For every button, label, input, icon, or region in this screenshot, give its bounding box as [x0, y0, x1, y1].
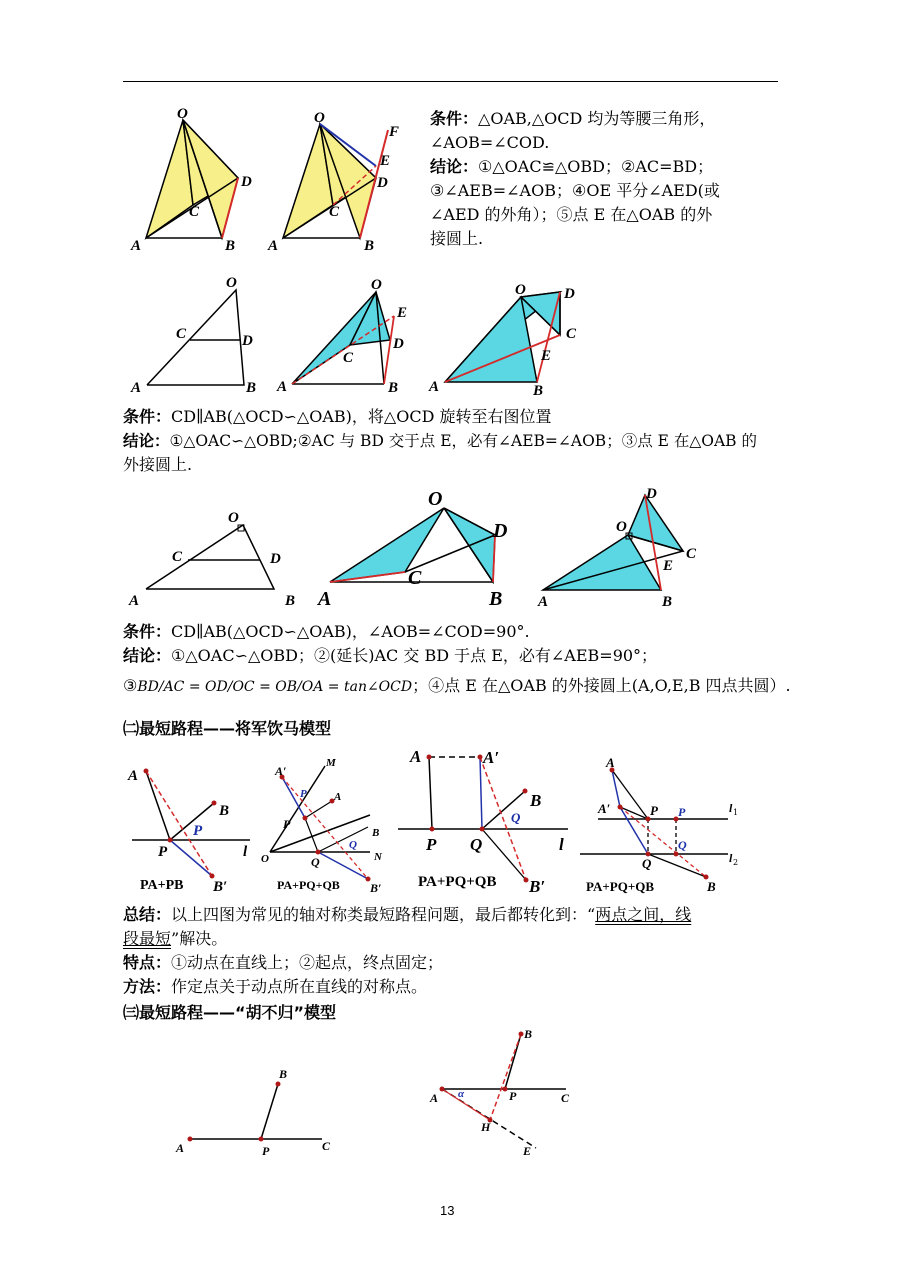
- svg-text:F: F: [389, 124, 400, 140]
- svg-text:Q: Q: [511, 810, 521, 825]
- svg-text:C: C: [343, 350, 354, 366]
- svg-text:B: B: [707, 879, 716, 894]
- svg-text:A: A: [176, 1141, 185, 1155]
- svg-text:A′: A′: [483, 748, 500, 767]
- svg-text:C: C: [172, 549, 183, 565]
- svg-text:l: l: [729, 801, 733, 815]
- svg-text:B′: B′: [370, 881, 382, 895]
- svg-text:Q: Q: [470, 835, 483, 854]
- svg-text:D: D: [270, 551, 281, 567]
- section2-feature: 特点：①动点在直线上；②起点，终点固定；: [123, 953, 444, 972]
- page-number: 13: [440, 1203, 455, 1218]
- block1-conclusion-4: 接圆上.: [430, 229, 484, 248]
- figure-isosceles-2: [267, 110, 399, 254]
- svg-text:P: P: [158, 844, 168, 860]
- svg-text:D: D: [241, 174, 252, 190]
- figure-isosceles-1: [130, 106, 252, 254]
- block2-conclusion-2: 外接圆上.: [123, 455, 193, 474]
- svg-text:H: H: [481, 1120, 491, 1134]
- svg-text:E: E: [523, 1144, 532, 1158]
- svg-text:B: B: [285, 593, 296, 609]
- svg-text:C: C: [561, 1091, 570, 1105]
- svg-text:B: B: [388, 380, 399, 396]
- ratio-formula: BD/AC = OD/OC = OB/OA = tan∠OCD: [137, 679, 413, 695]
- svg-text:E: E: [541, 348, 552, 364]
- figure-shortest-path-4: [580, 755, 738, 894]
- svg-text:A: A: [410, 747, 422, 766]
- svg-text:A: A: [334, 791, 342, 803]
- svg-text:P: P: [426, 835, 437, 854]
- svg-text:B: B: [219, 803, 230, 819]
- svg-text:1: 1: [733, 808, 739, 817]
- svg-text:O: O: [228, 510, 239, 526]
- svg-text:B: B: [372, 827, 380, 839]
- svg-text:P: P: [678, 805, 686, 819]
- svg-text:l: l: [729, 851, 733, 865]
- figure-right-angle-rotated-2: [537, 486, 697, 610]
- svg-text:A: A: [606, 755, 615, 770]
- figure-hubugui-1: [175, 1067, 331, 1158]
- block2-conclusion: 结论：①△OAC∽△OBD;②AC 与 BD 交于点 E，必有∠AEB=∠AOB；③点 E 在△OAB 的: [123, 432, 757, 450]
- section3-title: ㈢最短路程——“胡不归”模型: [123, 1003, 337, 1022]
- svg-text:B: B: [279, 1067, 288, 1081]
- svg-text:E: E: [397, 305, 408, 321]
- svg-text:C: C: [329, 204, 340, 220]
- svg-text:α: α: [458, 1088, 465, 1100]
- caption-1: PA+PB: [140, 878, 184, 893]
- block2-condition: 条件：CD∥AB(△OCD∽△OAB)，将△OCD 旋转至右图位置: [123, 407, 552, 426]
- svg-text:O: O: [261, 853, 269, 865]
- svg-text:B: B: [489, 588, 503, 610]
- svg-text:D: D: [242, 333, 253, 349]
- svg-text:A: A: [538, 594, 549, 610]
- svg-text:C: C: [408, 567, 422, 589]
- svg-text:E: E: [663, 558, 674, 574]
- svg-text:M: M: [326, 757, 336, 769]
- svg-text:B: B: [364, 238, 375, 254]
- caption-2: PA+PQ+QB: [277, 878, 340, 892]
- block3-conclusion: 结论：①△OAC∽△OBD；②(延长)AC 交 BD 于点 E，必有∠AEB=90°；: [123, 646, 658, 665]
- svg-text:B′: B′: [213, 879, 228, 895]
- svg-text:O: O: [226, 275, 237, 291]
- figure-right-angle-rotated: [316, 488, 507, 610]
- block3-conclusion-2: ③BD/AC = OD/OC = OB/OA = tan∠OCD；④点 E 在△OAB 的外接圆上(A,O,E,B 四点共圆）.: [123, 676, 791, 695]
- block1-conclusion-3: ∠AED 的外角）；⑤点 E 在△OAB 的外: [430, 205, 713, 224]
- svg-text:B: B: [530, 791, 542, 810]
- svg-text:A: A: [430, 1091, 439, 1105]
- svg-text:Q: Q: [642, 856, 652, 871]
- section2-method: 方法：作定点关于动点所在直线的对称点。: [123, 977, 428, 996]
- svg-text:C: C: [189, 204, 200, 220]
- figure-similar-rotated-2: [428, 282, 577, 399]
- svg-text:B: B: [225, 238, 236, 254]
- svg-text:2: 2: [733, 858, 739, 867]
- svg-text:D: D: [493, 520, 508, 542]
- svg-text:O: O: [314, 110, 325, 126]
- svg-text:C: C: [176, 326, 187, 342]
- svg-text:O: O: [616, 519, 627, 535]
- svg-text:Q: Q: [678, 838, 687, 852]
- svg-text:A: A: [131, 238, 142, 254]
- caption-3: PA+PQ+QB: [418, 874, 497, 890]
- svg-text:Q: Q: [349, 839, 357, 851]
- svg-text:P: P: [650, 803, 658, 818]
- svg-text:N: N: [374, 851, 382, 863]
- caption-4: PA+PQ+QB: [586, 879, 655, 894]
- svg-text:D: D: [393, 336, 404, 352]
- svg-text:l: l: [559, 835, 564, 854]
- section2-title: ㈡最短路程——将军饮马模型: [123, 719, 332, 738]
- section2-summary-2: 段最短”解决。: [123, 929, 228, 948]
- svg-text:P: P: [509, 1089, 517, 1103]
- figure-shortest-path-2: [261, 757, 383, 895]
- svg-text:D: D: [564, 286, 575, 302]
- figure-hubugui-2: [429, 1027, 570, 1158]
- block1-conclusion: 结论：①△OAC≌△OBD；②AC=BD；: [430, 157, 714, 176]
- svg-text:A: A: [277, 379, 288, 395]
- section2-summary: 总结：以上四图为常见的轴对称类最短路程问题，最后都转化到：“两点之间，线: [123, 905, 692, 924]
- svg-text:O: O: [515, 282, 526, 298]
- block1-condition-2: ∠AOB=∠COD.: [430, 133, 550, 152]
- svg-text:P: P: [300, 788, 307, 800]
- svg-text:A: A: [131, 380, 142, 396]
- svg-text:A′: A′: [598, 801, 611, 816]
- svg-text:C: C: [566, 326, 577, 342]
- svg-text:C: C: [686, 546, 697, 562]
- block1-conclusion-2: ③∠AEB=∠AOB；④OE 平分∠AED(或: [430, 181, 720, 200]
- figure-similar-rotated: [276, 277, 407, 396]
- svg-text:C: C: [322, 1139, 331, 1153]
- figure-shortest-path-1: [127, 768, 250, 895]
- svg-text:O: O: [428, 488, 443, 510]
- figure-shortest-path-3: [398, 747, 568, 896]
- svg-text:P: P: [283, 817, 291, 831]
- svg-text:Q: Q: [311, 855, 320, 869]
- svg-text:B′: B′: [529, 877, 546, 896]
- svg-text:A: A: [128, 768, 139, 784]
- svg-text:P: P: [193, 823, 203, 839]
- svg-text:E: E: [380, 153, 391, 169]
- svg-text:l: l: [243, 844, 248, 860]
- svg-text:D: D: [646, 486, 657, 502]
- svg-text:D: D: [377, 175, 388, 191]
- svg-text:A: A: [429, 379, 440, 395]
- svg-text:O: O: [177, 106, 188, 122]
- svg-text:A: A: [268, 238, 279, 254]
- svg-text:B: B: [533, 383, 544, 399]
- svg-text:B: B: [662, 594, 673, 610]
- figure-right-angle-parallel: [128, 510, 295, 609]
- svg-text:A′: A′: [275, 764, 287, 778]
- svg-text:P: P: [262, 1144, 270, 1158]
- svg-text:A: A: [129, 593, 140, 609]
- block3-condition: 条件：CD∥AB(△OCD∽△OAB)，∠AOB=∠COD=90°.: [123, 622, 530, 641]
- svg-text:B: B: [524, 1027, 533, 1041]
- svg-text:B: B: [246, 380, 257, 396]
- svg-text:A: A: [318, 588, 332, 610]
- figure-similar-parallel: [130, 275, 256, 396]
- block1-condition: 条件：△OAB,△OCD 均为等腰三角形，: [430, 109, 716, 128]
- svg-text:O: O: [371, 277, 382, 293]
